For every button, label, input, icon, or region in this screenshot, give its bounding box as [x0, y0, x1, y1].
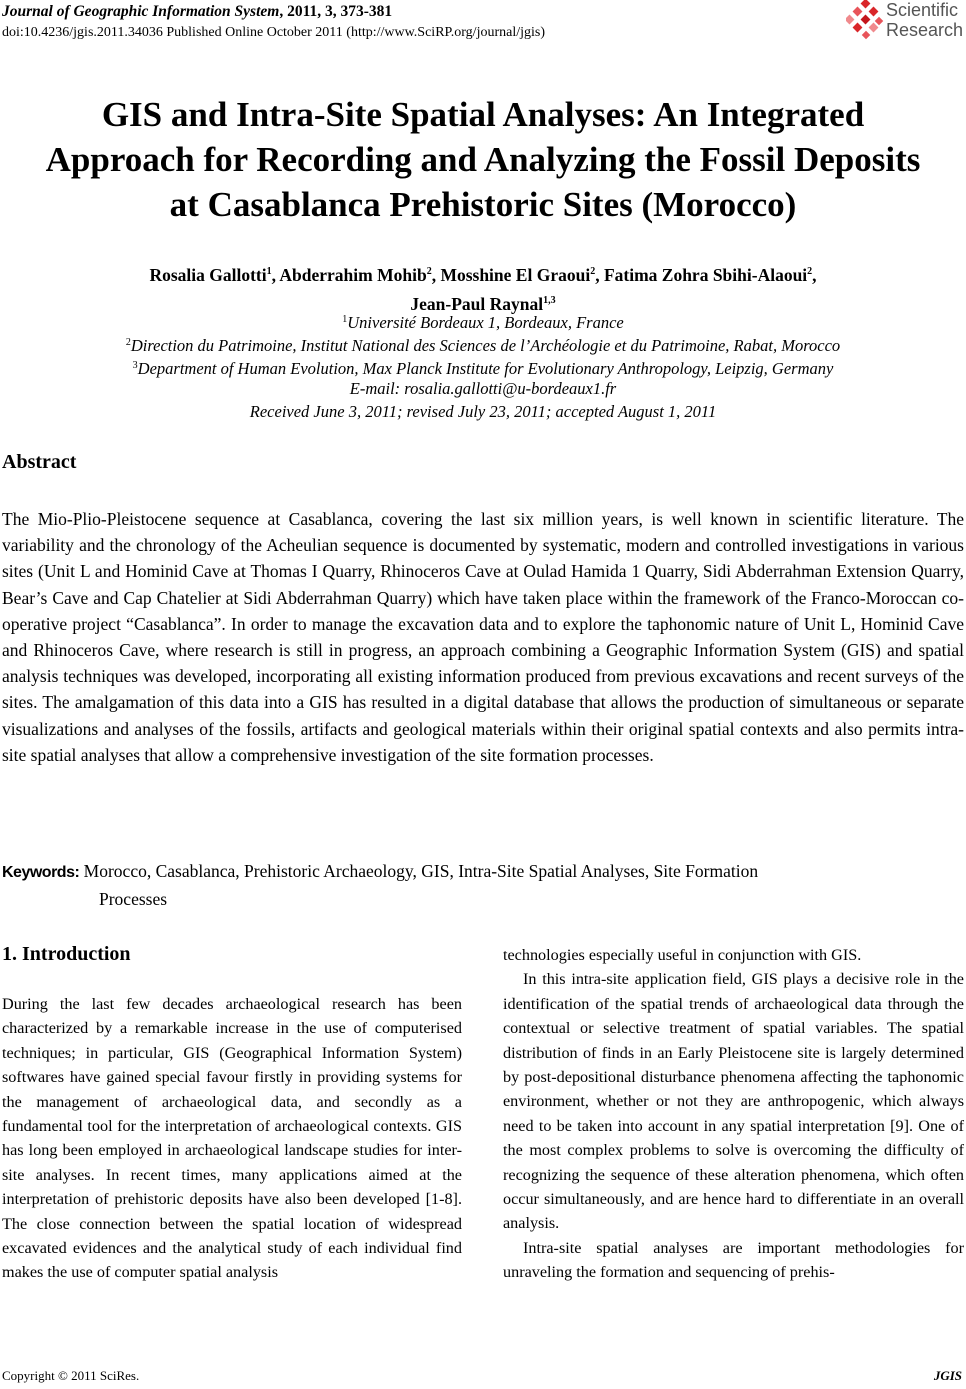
paper-title	[0, 92, 966, 227]
author-name: , Abderrahim Mohib	[271, 265, 427, 285]
journal-volume: , 2011, 3, 373-381	[279, 3, 393, 20]
title-line: GIS and Intra-Site Spatial Analyses: An Integrated	[101, 95, 865, 134]
affiliation: $^2$Direction du Patrimoine, Institut National des Sciences de l’Archéologie et du Patrimoine, Rabat, Morocco	[125, 336, 841, 355]
keywords	[2, 858, 964, 912]
affiliation: $^1$Université Bordeaux 1, Bordeaux, France	[342, 313, 624, 332]
intro-right-column	[503, 943, 964, 1285]
author-list: Rosalia Gallotti$^1$, Abderrahim Mohib$^2$, Mosshine El Graoui$^2$, Fatima Zohra Sbihi-Alaoui$^2$, Jean-Paul Raynal$^{1,3}$	[149, 265, 817, 314]
intro-left-column	[2, 992, 462, 1285]
copyright-notice: Copyright © 2011 SciRes.	[2, 1368, 140, 1383]
email: E-mail: rosalia.gallotti@u-bordeaux1.fr	[349, 379, 617, 398]
author-name: , Fatima Zohra Sbihi-Alaoui	[595, 265, 808, 285]
author-name: , Mosshine El Graoui	[431, 265, 591, 285]
keywords-label: Keywords:	[2, 864, 80, 881]
publisher-logo	[846, 0, 964, 44]
paragraph: Intra-site spatial analyses are important methodologies for unraveling the formation and sequencing of prehis-	[503, 1238, 964, 1282]
paragraph: During the last few decades archaeological research has been characterized by a remarkable increase in the use of computerised techniques; in particular, GIS (Geographical Information System) softwares have gained special favour firstly in providing systems for the management of archaeological data, and secondly as a fundamental tool for the interpretation of archaeological contexts. GIS has long been employed in archaeological landscape studies for inter-site analyses. In recent times, many applications aimed at the interpretation of prehistoric deposits have also been developed [1-8]. The close connection between the spatial location of widespread excavated evidences and the analytical study of each individual find makes the use of computer spatial analysis	[2, 995, 462, 1282]
keywords-text: Morocco, Casablanca, Prehistoric Archaeology, GIS, Intra-Site Spatial Analyses, Site Formation	[83, 861, 759, 881]
title-line: Approach for Recording and Analyzing the Fossil Deposits	[45, 140, 921, 179]
submission-dates: Received June 3, 2011; revised July 23, 2011; accepted August 1, 2011	[249, 402, 717, 421]
doi-line: doi:10.4236/jgis.2011.34036 Published Online October 2011 (http://www.SciRP.org/journal/jgis)	[2, 25, 546, 40]
paragraph: technologies especially useful in conjunction with GIS.	[503, 946, 862, 964]
affiliation: $^3$Department of Human Evolution, Max Planck Institute for Evolutionary Anthropology, Leipzig, Germany	[132, 359, 834, 378]
paragraph: In this intra-site application field, GIS plays a decisive role in the identification of the spatial trends of archaeological data through the contextual or selective treatment of spatial variables. The spatial distribution of finds in an Early Pleistocene site is largely determined by post-depositional disturbance phenomena affecting the taphonomic environment, whether or not they are anthropogenic, which always need to be taken into account in any spatial interpretation [9]. One of the most complex problems to solve is overcoming the difficulty of recognizing the sequence of these alteration phenomena, which often occur simultaneously, and are hence hard to differentiate in an overall analysis.	[503, 970, 964, 1233]
author-name: Jean-Paul Raynal	[410, 294, 544, 314]
introduction-heading: 1. Introduction	[2, 943, 131, 965]
journal-name: Journal of Geographic Information System	[2, 3, 280, 20]
journal-citation	[2, 2, 962, 22]
abstract-heading: Abstract	[2, 451, 77, 473]
title-line: at Casablanca Prehistoric Sites (Morocco)	[169, 185, 797, 224]
page-header	[2, 2, 962, 42]
author-name: Rosalia Gallotti	[149, 265, 267, 285]
journal-abbreviation: JGIS	[933, 1368, 962, 1383]
publisher-logo-text: Scientific Research	[886, 0, 964, 40]
publisher-logo-icon	[846, 0, 884, 40]
keywords-text-continued: Processes	[99, 889, 168, 909]
page-footer	[2, 1368, 964, 1384]
abstract-text: The Mio-Plio-Pleistocene sequence at Casablanca, covering the last six million years, is well known in scientific literature. The variability and the chronology of the Acheulian sequence is documented by systematic, modern and controlled investigations in various sites (Unit L and Hominid Cave at Thomas I Quarry, Rhinoceros Cave at Oulad Hamida 1 Quarry, Sidi Abderrahman Extension Quarry, Bear’s Cave and Cap Chatelier at Sidi Abderrahman Quarry) which have taken place within the framework of the Franco-Moroccan co-operative project “Casablanca”. In order to manage the excavation data and to explore the taphonomic nature of Unit L, Hominid Cave and Rhinoceros Cave, where research is still in progress, an approach combining a Geographic Information System (GIS) and spatial analysis techniques was developed, incorporating all existing information produced from previous excavations and recent surveys of the sites. The amalgamation of this data into a GIS has resulted in a digital database that allows the production of simultaneous or separate visualizations and analyses of the fossils, artifacts and geological materials within their original spatial contexts and also permits intra-site spatial analyses that allow a comprehensive investigation of the site formation processes.	[2, 509, 964, 765]
